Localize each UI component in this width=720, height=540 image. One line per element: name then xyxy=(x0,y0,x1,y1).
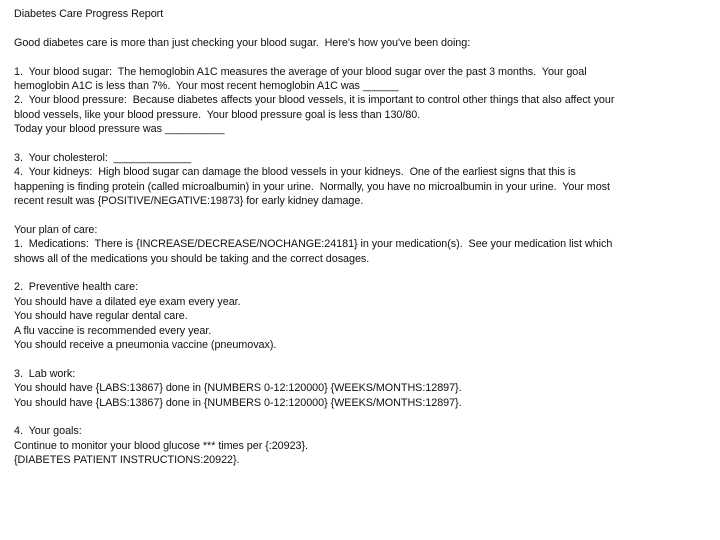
kidneys-line: recent result was {POSITIVE/NEGATIVE:19873} for early kidney damage. xyxy=(14,195,364,208)
goals-line: Continue to monitor your blood glucose *** times per {:20923}. xyxy=(14,439,308,452)
kidneys-line: 4. Your kidneys: High blood sugar can damage the blood vessels in your kidneys. One of the earliest signs that this is xyxy=(14,166,576,179)
medications-line: shows all of the medications you should be taking and the correct dosages. xyxy=(14,252,370,265)
plan-heading: Your plan of care: xyxy=(14,223,98,236)
spacer xyxy=(14,410,710,424)
progress-report-document xyxy=(14,7,710,468)
goals-line: {DIABETES PATIENT INSTRUCTIONS:20922}. xyxy=(14,454,240,467)
lab-work-line: You should have {LABS:13867} done in {NUMBERS 0-12:120000} {WEEKS/MONTHS:12897}. xyxy=(14,396,462,409)
spacer xyxy=(14,50,710,64)
blood-pressure-section xyxy=(14,93,710,136)
preventive-care-line: 2. Preventive health care: xyxy=(14,281,139,294)
preventive-care-line: You should have regular dental care. xyxy=(14,310,188,323)
spacer xyxy=(14,208,710,222)
cholesterol-section xyxy=(14,151,710,165)
goals-section xyxy=(14,424,710,467)
blood-sugar-line: 1. Your blood sugar: The hemoglobin A1C measures the average of your blood sugar over the past 3 months. Your goal xyxy=(14,65,587,78)
blood-pressure-line: Today your blood pressure was __________ xyxy=(14,123,225,136)
goals-line: 4. Your goals: xyxy=(14,425,82,438)
medications-section xyxy=(14,237,710,266)
kidneys-section xyxy=(14,165,710,208)
spacer xyxy=(14,137,710,151)
medications-line: 1. Medications: There is {INCREASE/DECREASE/NOCHANGE:24181} in your medication(s). See your medication list which xyxy=(14,238,613,251)
lab-work-line: You should have {LABS:13867} done in {NUMBERS 0-12:120000} {WEEKS/MONTHS:12897}. xyxy=(14,382,462,395)
blood-pressure-line: blood vessels, like your blood pressure. Your blood pressure goal is less than 130/80. xyxy=(14,108,421,121)
cholesterol-line: 3. Your cholesterol: _____________ xyxy=(14,151,192,164)
intro-text: Good diabetes care is more than just checking your blood sugar. Here's how you've been doing: xyxy=(14,36,471,49)
report-title: Diabetes Care Progress Report xyxy=(14,8,164,20)
spacer xyxy=(14,352,710,366)
blood-sugar-line: hemoglobin A1C is less than 7%. Your most recent hemoglobin A1C was ______ xyxy=(14,79,399,92)
spacer xyxy=(14,266,710,280)
blood-pressure-line: 2. Your blood pressure: Because diabetes affects your blood vessels, it is important to control other things that also affect your xyxy=(14,94,615,107)
preventive-care-line: You should receive a pneumonia vaccine (pneumovax). xyxy=(14,338,277,351)
preventive-care-line: You should have a dilated eye exam every year. xyxy=(14,295,241,308)
spacer xyxy=(14,21,710,35)
lab-work-line: 3. Lab work: xyxy=(14,367,76,380)
blood-sugar-section xyxy=(14,65,710,94)
preventive-care-section xyxy=(14,280,710,352)
kidneys-line: happening is finding protein (called microalbumin) in your urine. Normally, you have no microalbumin in your urine. Your most xyxy=(14,180,610,193)
preventive-care-line: A flu vaccine is recommended every year. xyxy=(14,324,212,337)
lab-work-section xyxy=(14,367,710,410)
